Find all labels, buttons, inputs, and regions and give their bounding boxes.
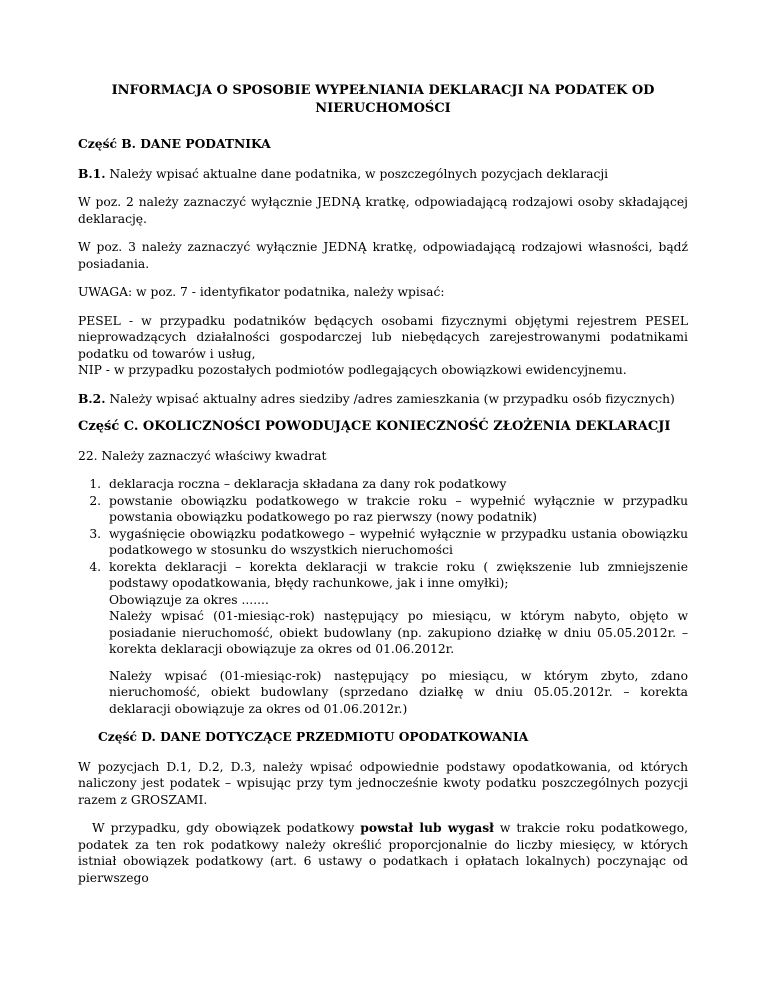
document-title: [78, 82, 688, 118]
title-line-1: INFORMACJA O SPOSOBIE WYPEŁNIANIA DEKLARACJI NA PODATEK OD: [111, 83, 655, 98]
poz3-paragraph: W poz. 3 należy zaznaczyć wyłącznie JEDNĄ kratkę, odpowiadającą rodzajowi własności, bądź posiadania.: [78, 240, 688, 271]
list-item: [105, 559, 688, 718]
d-para2-bold: powstał lub wygasł: [360, 820, 494, 835]
item4-line-2: Obowiązuje za okres .......: [109, 592, 269, 607]
item4-line-1: korekta deklaracji – korekta deklaracji w trakcie roku ( zwiększenie lub zmniejszenie podstawy opodatkowania, błędy rachunkowe, jak i inne omyłki);: [109, 559, 688, 590]
b1-text: Należy wpisać aktualne dane podatnika, w poszczególnych pozycjach deklaracji: [105, 166, 609, 181]
title-line-2: NIERUCHOMOŚCI: [315, 101, 451, 116]
d-para2-b: w trakcie roku podatkowego, podatek za ten rok podatkowy należy określić proporcjonalnie do liczby miesięcy, w których istniał obowiązek podatkowy (art. 6 ustawy o podatkach i opłatach lokalnych) poczynając od pierwszego: [78, 821, 689, 885]
b2-paragraph: [78, 391, 688, 408]
nip-paragraph: NIP - w przypadku pozostałych podmiotów podlegających obowiązkowi ewidencyjnemu.: [78, 363, 627, 377]
section-c-heading: Część C. OKOLICZNOŚCI POWODUJĄCE KONIECZNOŚĆ ZŁOŻENIA DEKLARACJI: [78, 419, 671, 434]
item4-line-3: Należy wpisać (01-miesiąc-rok) następujący po miesiącu, w którym nabyto, objęto w posiadanie nieruchomość, obiekt budowlany (np. zakupiono działkę w dniu 05.05.2012r. – korekta deklaracji obowiązuje za okres od 01.06.2012r.: [109, 609, 688, 656]
poz2-paragraph: W poz. 2 należy zaznaczyć wyłącznie JEDNĄ kratkę, odpowiadającą rodzajowi osoby składającej deklarację.: [78, 195, 688, 226]
d-paragraph-2: [78, 820, 688, 886]
uwaga-paragraph: UWAGA: w poz. 7 - identyfikator podatnika, należy wpisać:: [78, 285, 445, 299]
item4-paragraph-2: Należy wpisać (01-miesiąc-rok) następujący po miesiącu, w którym zbyto, zdano nieruchomość, obiekt budowlany (sprzedano działkę w dniu 05.05.2012r. – korekta deklaracji obowiązuje za okres od 01.06.2012r.): [109, 668, 688, 716]
section-d-heading: Część D. DANE DOTYCZĄCE PRZEDMIOTU OPODATKOWANIA: [98, 729, 529, 744]
b2-text: Należy wpisać aktualny adres siedziby /adres zamieszkania (w przypadku osób fizycznych): [105, 391, 675, 406]
section-b-heading: Część B. DANE PODATNIKA: [78, 136, 271, 151]
b1-label: B.1.: [78, 165, 106, 181]
list-item: 2. powstanie obowiązku podatkowego w trakcie roku – wypełnić wyłącznie w przypadku powstania obowiązku podatkowego po raz pierwszy (nowy podatnik): [105, 493, 688, 526]
list-item: 1. deklaracja roczna – deklaracja składana za dany rok podatkowy: [105, 476, 688, 493]
pesel-paragraph: PESEL - w przypadku podatników będących osobami fizycznymi objętymi rejestrem PESEL nieprowadzących działalności gospodarczej lub niebędących zarejestrowanymi podatnikami podatku od towarów i usług,: [78, 313, 688, 361]
b2-label: B.2.: [78, 390, 106, 406]
section-c-intro: 22. Należy zaznaczyć właściwy kwadrat: [78, 448, 327, 463]
section-c-list: [78, 476, 688, 717]
b1-paragraph: [78, 166, 688, 183]
identifier-block: [78, 313, 688, 379]
document-page: [78, 82, 688, 898]
d-paragraph-1: W pozycjach D.1, D.2, D.3, należy wpisać odpowiednie podstawy opodatkowania, od których naliczony jest podatek – wpisując przy tym jednocześnie kwoty podatku poszczególnych pozycji razem z GROSZAMI.: [78, 759, 688, 807]
list-item: 3. wygaśnięcie obowiązku podatkowego – wypełnić wyłącznie w przypadku ustania obowiązku podatkowego w stosunku do wszystkich nieruchomości: [105, 526, 688, 559]
d-para2-a: W przypadku, gdy obowiązek podatkowy: [92, 821, 361, 835]
